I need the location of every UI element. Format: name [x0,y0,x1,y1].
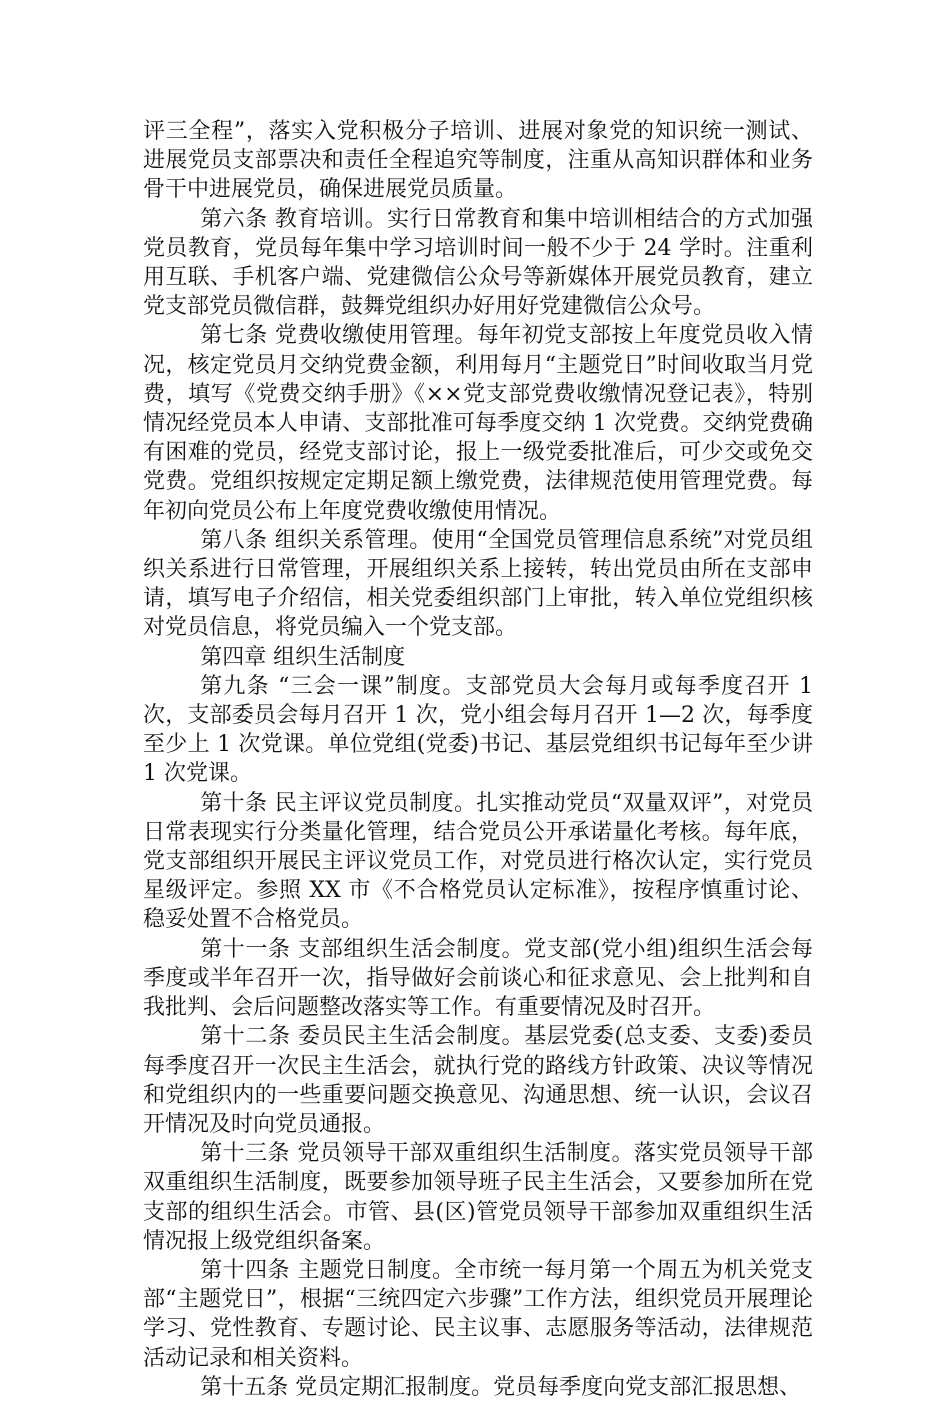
paragraph-intro-continuation: 评三全程”，落实入党积极分子培训、进展对象党的知识统一测试、进展党员支部票决和责任全程追究等制度，注重从高知识群体和业务骨干中进展党员，确保进展党员质量。 [143,119,813,203]
article-12-committee-democratic-life: 第十二条 委员民主生活会制度。基层党委(总支委、支委)委员每季度召开一次民主生活会，就执行党的路线方针政策、决议等情况和党组织内的一些重要问题交换意见、沟通思想、统一认识，会议召开情况及时向党员通报。 [143,1024,813,1137]
article-10-democratic-evaluation: 第十条 民主评议党员制度。扎实推动党员“双量双评”，对党员日常表现实行分类量化管理，结合党员公开承诺量化考核。每年底，党支部组织开展民主评议党员工作，对党员进行格次认定，实行党员星级评定。参照 XX 市《不合格党员认定标准》，按程序慎重讨论、稳妥处置不合格党员。 [143,790,813,933]
article-15-regular-report: 第十五条 党员定期汇报制度。党员每季度向党支部汇报思想、 [200,1374,802,1400]
article-13-dual-organization-life: 第十三条 党员领导干部双重组织生活制度。落实党员领导干部双重组织生活制度，既要参加领导班子民主生活会，又要参加所在党支部的组织生活会。市管、县(区)管党员领导干部参加双重组织生活情况报上级党组织备案。 [143,1141,813,1254]
chapter-4-heading: 第四章 组织生活制度 [200,644,406,670]
document-body [143,117,813,1402]
article-9-three-meetings-one-lesson: 第九条 “三会一课”制度。支部党员大会每月或每季度召开 1 次，支部委员会每月召开 1 次，党小组会每月召开 1—2 次，每季度至少上 1 次党课。单位党组(党委)书记、基层党组织书记每年至少讲 1 次党课。 [143,673,813,787]
article-14-theme-party-day: 第十四条 主题党日制度。全市统一每月第一个周五为机关党支部“主题党日”，根据“三统四定六步骤”工作方法，组织党员开展理论学习、党性教育、专题讨论、民主议事、志愿服务等活动，法律规范活动记录和相关资料。 [143,1257,813,1371]
article-11-branch-life-meeting: 第十一条 支部组织生活会制度。党支部(党小组)组织生活会每季度或半年召开一次，指导做好会前谈心和征求意见、会上批判和自我批判、会后问题整改落实等工作。有重要情况及时召开。 [143,936,813,1021]
article-6-education-training: 第六条 教育培训。实行日常教育和集中培训相结合的方式加强党员教育，党员每年集中学习培训时间一般不少于 24 学时。注重利用互联、手机客户端、党建微信公众号等新媒体开展党员教育，建立党支部党员微信群，鼓舞党组织办好用好党建微信公众号。 [143,206,813,320]
article-7-party-dues: 第七条 党费收缴使用管理。每年初党支部按上年度党员收入情况，核定党员月交纳党费金额，利用每月“主题党日”时间收取当月党费，填写《党费交纳手册》《××党支部党费收缴情况登记表》，特别情况经党员本人申请、支部批准可每季度交纳 1 次党费。交纳党费确有困难的党员，经党支部讨论，报上一级党委批准后，可少交或免交党费。党组织按规定定期足额上缴党费，法律规范使用管理党费。每年初向党员公布上年度党费收缴使用情况。 [143,323,813,524]
article-8-organization-relations: 第八条 组织关系管理。使用“全国党员管理信息系统”对党员组织关系进行日常管理，开展组织关系上接转，转出党员由所在支部申请，填写电子介绍信，相关党委组织部门上审批，转入单位党组织核对党员信息，将党员编入一个党支部。 [143,527,813,641]
